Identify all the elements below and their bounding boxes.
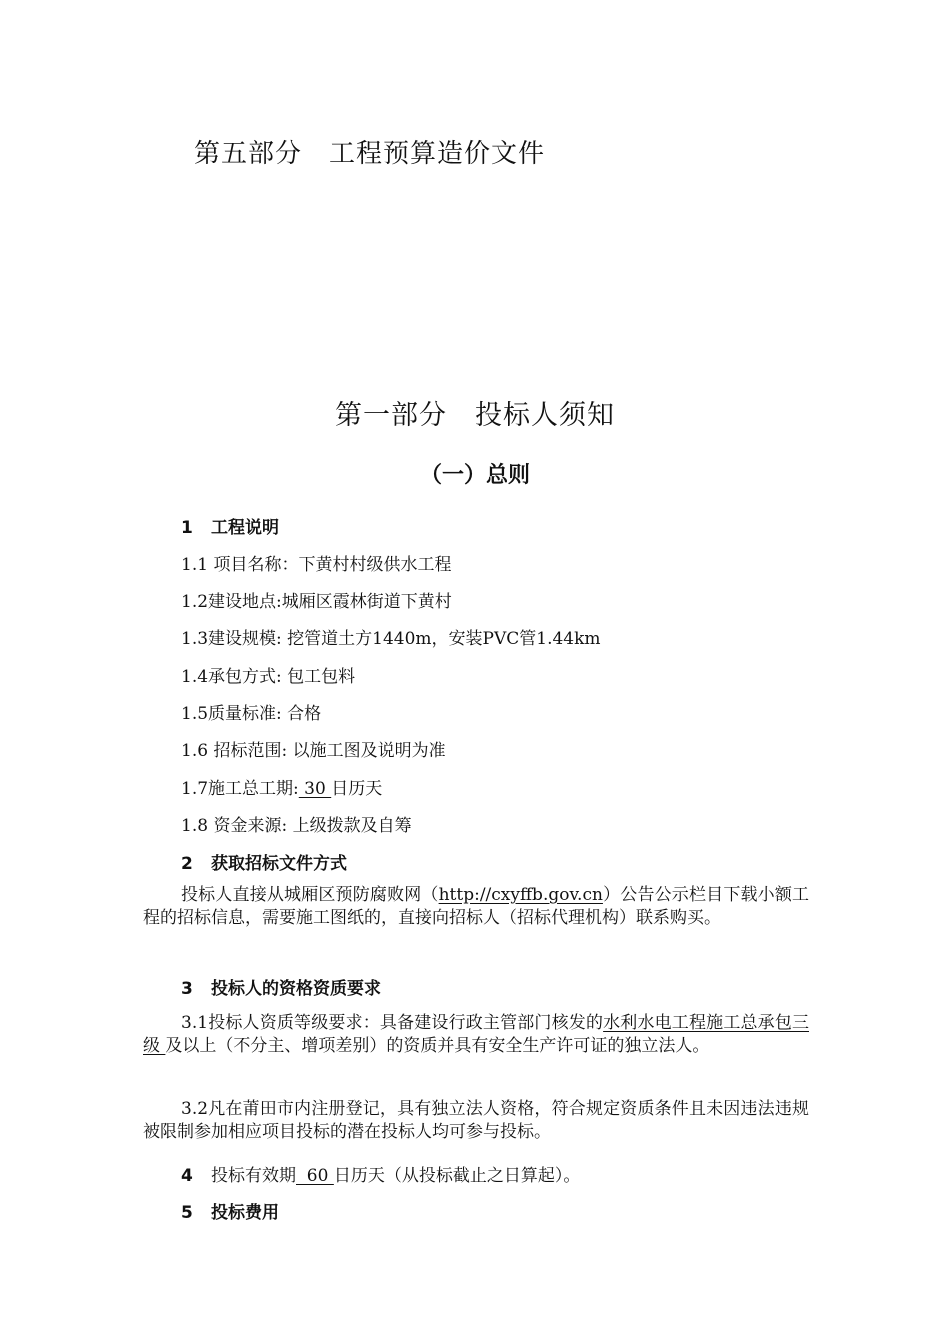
- item-1-8: 1.8 资金来源: 上级拨款及自筹: [181, 816, 412, 836]
- section-2-title: 获取招标文件方式: [211, 854, 347, 874]
- section-1-title: 工程说明: [211, 518, 279, 538]
- chapter-title: （一）总则: [419, 463, 530, 488]
- item-1-3: 1.3建设规模: 挖管道土方1440m，安装PVC管1.44km: [181, 629, 601, 649]
- item-1-5: 1.5质量标准: 合格: [181, 704, 322, 724]
- section-4-number: 4: [181, 1166, 193, 1186]
- section-3-title: 投标人的资格资质要求: [211, 979, 381, 999]
- section-5-title: 投标费用: [211, 1203, 279, 1223]
- section-4-line: [181, 1161, 580, 1186]
- section-2-heading: [181, 849, 347, 874]
- qualification-paragraph-3-1: [143, 1012, 809, 1058]
- required-qualification: 水利水电工程施工总承包三级: [143, 1013, 809, 1056]
- section-5-heading: [181, 1198, 279, 1223]
- item-1-7-unit: 日历天: [331, 779, 383, 799]
- section-2-text-a: 投标人直接从城厢区预防腐败网（: [181, 885, 439, 905]
- item-1-4: 1.4承包方式: 包工包料: [181, 667, 356, 687]
- section-1-heading: [181, 513, 279, 538]
- item-1-6: 1.6 招标范围: 以施工图及说明为准: [181, 741, 446, 761]
- qualification-text-b: 及以上（不分主、增项差别）的资质并具有安全生产许可证的独立法人。: [165, 1036, 710, 1056]
- construction-period-value: 30: [298, 779, 332, 799]
- section-3-number: 3: [181, 979, 193, 999]
- item-1-7-label: 1.7施工总工期:: [181, 779, 299, 799]
- section-2-text-b: ）公告公示栏目下载小额工程的招标信息，需要施工图纸的，直接向招标人（招标代理机构）联系购买。: [143, 885, 810, 928]
- bid-validity-suffix: 日历天（从投标截止之日算起）。: [333, 1166, 581, 1186]
- part1-title: 第一部分 投标人须知: [335, 400, 615, 431]
- section-1-number: 1: [181, 518, 193, 538]
- bid-validity-label: 投标有效期: [211, 1166, 296, 1186]
- anti-corruption-site-link[interactable]: http://cxyffb.gov.cn: [438, 885, 603, 905]
- part5-title: 第五部分 工程预算造价文件: [194, 139, 546, 169]
- item-1-2: 1.2建设地点:城厢区霞林街道下黄村: [181, 592, 452, 612]
- qualification-paragraph-3-2: 3.2凡在莆田市内注册登记，具有独立法人资格，符合规定资质条件且未因违法违规被限制参加相应项目投标的潜在投标人均可参与投标。: [143, 1099, 809, 1142]
- section-5-number: 5: [181, 1203, 193, 1223]
- qualification-text-a: 3.1投标人资质等级要求：具备建设行政主管部门核发的: [181, 1013, 604, 1033]
- section-3-heading: [181, 974, 381, 999]
- item-1-7: [181, 774, 382, 799]
- bid-validity-value: 60: [296, 1166, 334, 1186]
- section-2-number: 2: [181, 854, 193, 874]
- section-2-paragraph: [143, 884, 809, 930]
- item-1-1: 1.1 项目名称：下黄村村级供水工程: [181, 555, 452, 575]
